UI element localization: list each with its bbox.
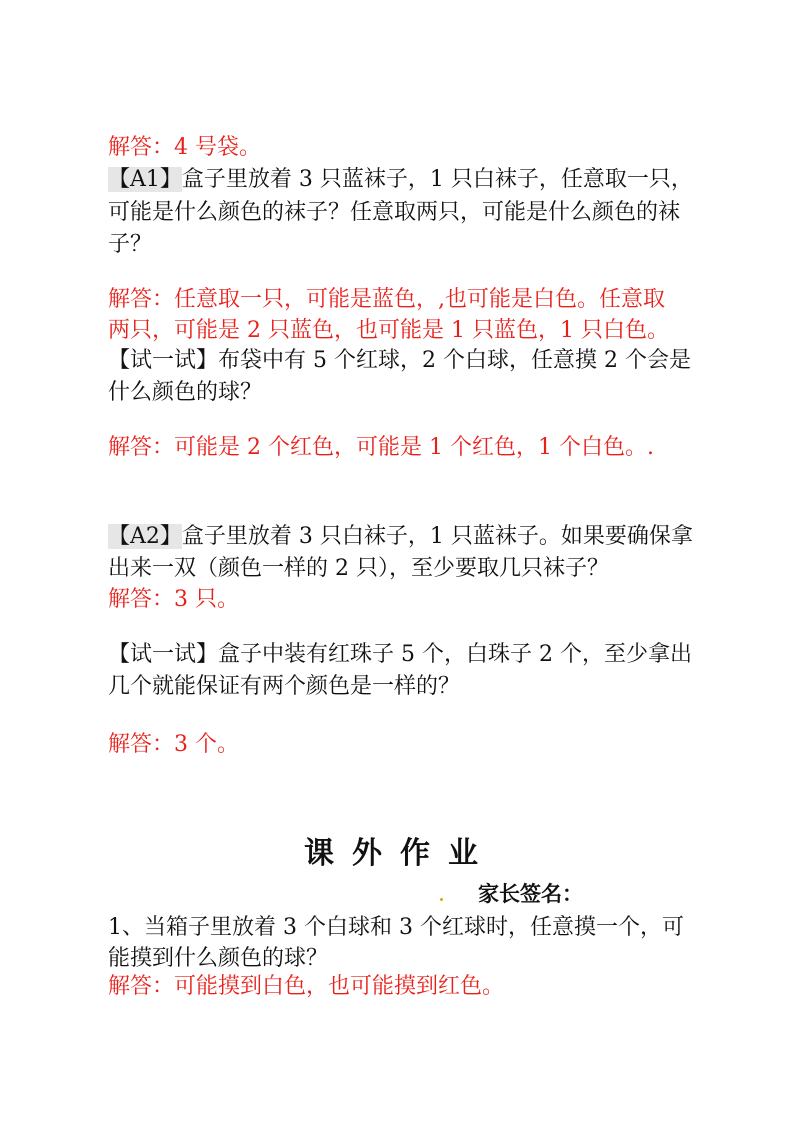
parent-signature-label: 家长签名： [478, 882, 583, 906]
answer-try-2: 解答：3 个。 [108, 732, 239, 757]
question-tag-a2: 【A2】 [108, 524, 182, 549]
homework-q1-line-1: 1、当箱子里放着 3 个白球和 3 个红球时，任意摸一个，可 [108, 915, 684, 940]
answer-a1-line-2: 两只，可能是 2 只蓝色，也可能是 1 只蓝色，1 只白色。 [108, 318, 669, 343]
homework-q1-line-2: 能摸到什么颜色的球？ [108, 946, 329, 971]
homework-title: 课外作业 [304, 836, 496, 871]
try-2-line-2: 几个就能保证有两个颜色是一样的？ [108, 674, 461, 699]
question-a1-line-1: 【A1】盒子里放着 3 只蓝袜子，1 只白袜子，任意取一只， [108, 167, 693, 192]
question-a1-line-2: 可能是什么颜色的袜子？任意取两只，可能是什么颜色的袜 [108, 200, 681, 225]
homework-answer: 解答：可能摸到白色，也可能摸到红色。 [108, 974, 505, 999]
answer-a1-line-1: 解答：任意取一只，可能是蓝色，,也可能是白色。任意取 [108, 287, 665, 312]
try-1-line-2: 什么颜色的球？ [108, 380, 263, 405]
question-a2-line-2: 出来一双（颜色一样的 2 只），至少要取几只袜子？ [108, 556, 609, 581]
answer-try-1: 解答：可能是 2 个红色，可能是 1 个红色，1 个白色。. [108, 435, 654, 460]
try-1-line-1: 【试一试】布袋中有 5 个红球，2 个白球，任意摸 2 个会是 [108, 348, 691, 373]
try-2-line-1: 【试一试】盒子中装有红珠子 5 个，白珠子 2 个，至少拿出 [108, 642, 692, 667]
question-tag-a1: 【A1】 [108, 167, 182, 192]
question-a1-line-3: 子？ [108, 232, 153, 257]
answer-bag: 解答：4 号袋。 [108, 135, 261, 160]
question-a2-line-1: 【A2】盒子里放着 3 只白袜子，1 只蓝袜子。如果要确保拿 [108, 524, 693, 549]
answer-a2: 解答：3 只。 [108, 587, 239, 612]
stray-mark [440, 898, 443, 901]
